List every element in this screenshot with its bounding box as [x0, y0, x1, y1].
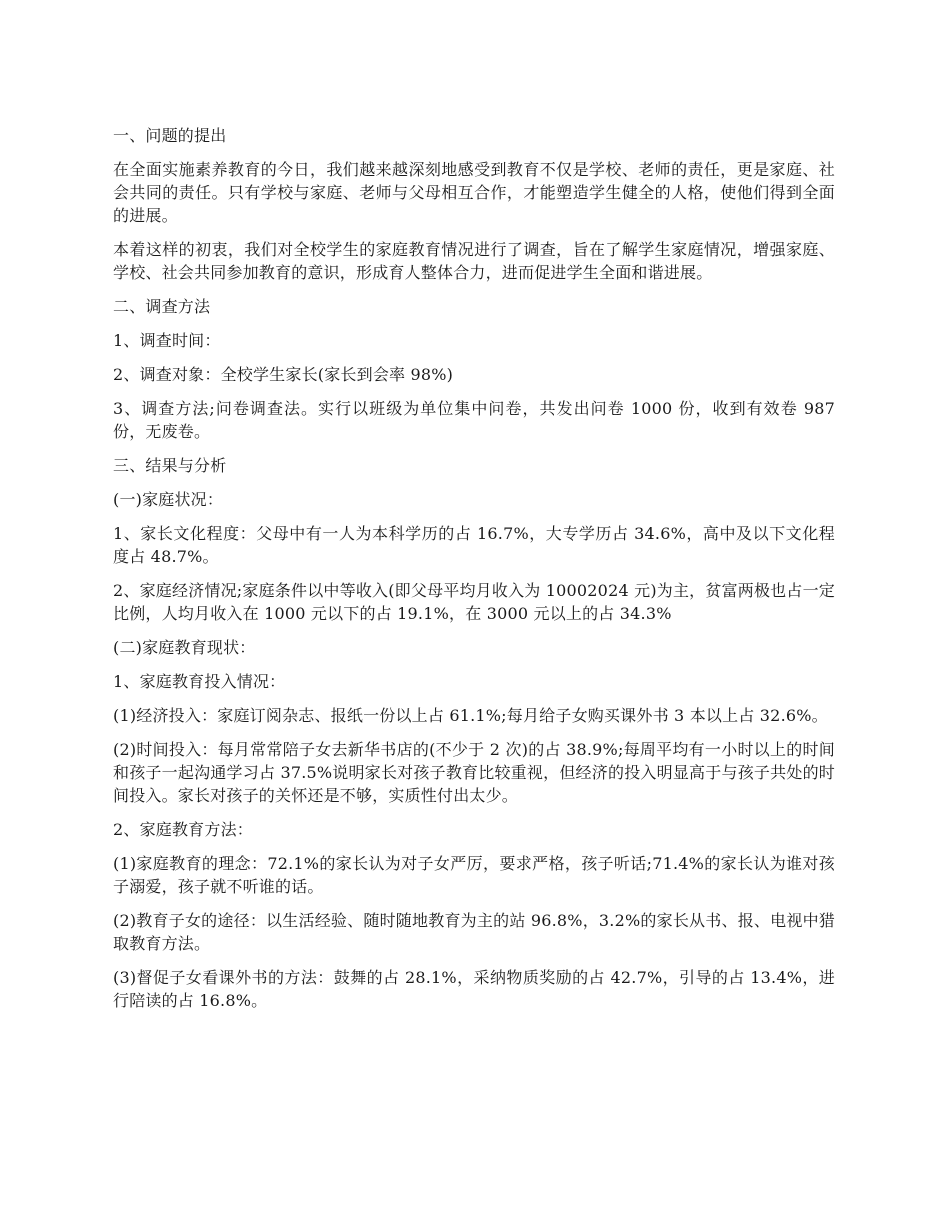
list-item: 2、家庭经济情况;家庭条件以中等收入(即父母平均月收入为 10002024 元)为主，贫富两极也占一定比例，人均月收入在 1000 元以下的占 19.1%，在 3000 元以上的占 34.3%	[113, 581, 835, 623]
section-heading-problem: 一、问题的提出	[113, 126, 227, 145]
list-item: (2)教育子女的途径：以生活经验、随时随地教育为主的站 96.8%，3.2%的家长从书、报、电视中猎取教育方法。	[113, 911, 835, 953]
list-item: 2、调查对象：全校学生家长(家长到会率 98%)	[113, 365, 454, 384]
section-heading-results: 三、结果与分析	[113, 456, 227, 475]
list-item: (1)家庭教育的理念：72.1%的家长认为对子女严厉，要求严格，孩子听话;71.4%的家长认为谁对孩子溺爱，孩子就不听谁的话。	[113, 854, 835, 896]
list-item: (1)经济投入：家庭订阅杂志、报纸一份以上占 61.1%;每月给子女购买课外书 3 本以上占 32.6%。	[113, 706, 828, 725]
list-item: 1、调查时间：	[113, 331, 221, 350]
body-paragraph: 本着这样的初衷，我们对全校学生的家庭教育情况进行了调查，旨在了解学生家庭情况，增强家庭、学校、社会共同参加教育的意识，形成育人整体合力，进而促进学生全面和谐进展。	[113, 240, 835, 282]
list-item: 3、调查方法;问卷调查法。实行以班级为单位集中问卷，共发出问卷 1000 份，收到有效卷 987 份，无废卷。	[113, 399, 835, 441]
list-item: (2)时间投入：每月常常陪子女去新华书店的(不少于 2 次)的占 38.9%;每周平均有一小时以上的时间和孩子一起沟通学习占 37.5%说明家长对孩子教育比较重视，但经济的投入明显高于与孩子共处的时间投入。家长对孩子的关怀还是不够，实质性付出太少。	[113, 740, 835, 805]
document-page	[113, 124, 835, 1023]
subsection-heading: (一)家庭状况：	[113, 490, 224, 509]
list-item: (3)督促子女看课外书的方法：鼓舞的占 28.1%，采纳物质奖励的占 42.7%，引导的占 13.4%，进行陪读的占 16.8%。	[113, 968, 835, 1010]
subsection-heading: (二)家庭教育现状：	[113, 638, 256, 657]
section-heading-method: 二、调查方法	[113, 297, 211, 316]
list-item: 1、家庭教育投入情况：	[113, 672, 286, 691]
body-paragraph: 在全面实施素养教育的今日，我们越来越深刻地感受到教育不仅是学校、老师的责任，更是家庭、社会共同的责任。只有学校与家庭、老师与父母相互合作，才能塑造学生健全的人格，使他们得到全面的进展。	[113, 160, 835, 225]
list-item: 1、家长文化程度：父母中有一人为本科学历的占 16.7%，大专学历占 34.6%，高中及以下文化程度占 48.7%。	[113, 524, 835, 566]
list-item: 2、家庭教育方法：	[113, 820, 253, 839]
